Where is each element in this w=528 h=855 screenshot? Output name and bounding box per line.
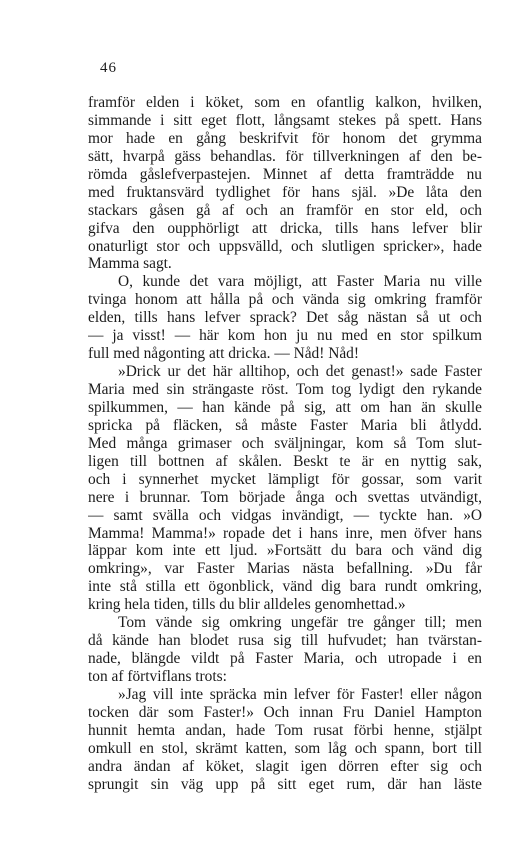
- text-line: då kände han blodet rusa sig till hufvudet; han tvärstan-: [88, 632, 482, 650]
- text-line: ligen till bottnen af skålen. Beskt te är en nyttig sak,: [88, 452, 482, 470]
- text-line: onaturligt stor och uppsvälld, och slutligen spricker», hade: [88, 237, 482, 255]
- text-line: römda gåslefverpastejen. Minnet af detta framträdde nu: [88, 165, 482, 183]
- text-line: andra ändan af köket, slagit igen dörren efter sig och: [88, 757, 482, 775]
- text-line: mor hade en gång beskrifvit för honom det grymma: [88, 129, 482, 147]
- text-line: elden, tills hans lefver sprack? Det såg nästan så ut och: [88, 309, 482, 327]
- text-line: stackars gåsen gå af och an framför en stor eld, och: [88, 201, 482, 219]
- text-line: simmande i sitt eget flott, långsamt stekes på spett. Hans: [88, 111, 482, 129]
- text-line: omkull en stol, skrämt katten, som låg och spann, bort till: [88, 739, 482, 757]
- text-line: nade, blängde vildt på Faster Maria, och utropade i en: [88, 650, 482, 668]
- text-line: spilkummen, — han kände på sig, att om han än skulle: [88, 398, 482, 416]
- text-line: tocken där som Faster!» Och innan Fru Daniel Hampton: [88, 703, 482, 721]
- text-line: hunnit hemta andan, hade Tom rusat förbi henne, stjälpt: [88, 721, 482, 739]
- text-line: läppar kom inte ett ljud. »Fortsätt du bara och vänd dig: [88, 542, 482, 560]
- text-line: med fruktansvärd tydlighet för hans själ. »De låta den: [88, 183, 482, 201]
- text-line: tvinga honom att hålla på och vända sig omkring framför: [88, 291, 482, 309]
- text-line: full med någonting att dricka. — Nåd! Nåd!: [88, 345, 359, 363]
- text-line: kring hela tiden, tills du blir alldeles genomhettad.»: [88, 596, 406, 614]
- text-line: — ja visst! — här kom hon ju nu med en stor spilkum: [88, 327, 482, 345]
- text-line: Maria med sin strängaste röst. Tom tog lydigt den rykande: [88, 381, 482, 398]
- page-number: 46: [100, 60, 117, 76]
- text-line: »Drick ur det här alltihop, och det genast!» sade Faster: [118, 363, 482, 381]
- text-line: framför elden i köket, som en ofantlig kalkon, hvilken,: [88, 94, 482, 111]
- text-line: Med många grimaser och sväljningar, kom så Tom slut-: [88, 434, 482, 452]
- text-line: Tom vände sig omkring ungefär tre gånger till; men: [118, 614, 482, 632]
- text-line: gifva den oupphörligt att dricka, tills hans lefver blir: [88, 219, 482, 237]
- text-line: sätt, hvarpå gäss behandlas. för tillverkningen af den be-: [88, 147, 482, 165]
- text-line: sprungit sin väg upp på sitt eget rum, där han läste: [88, 775, 482, 793]
- text-line: ton af förtviflans trots:: [88, 668, 227, 685]
- text-line: nere i brunnar. Tom började ånga och svettas utvändigt,: [88, 488, 482, 506]
- text-line: »Jag vill inte spräcka min lefver för Faster! eller någon: [118, 685, 482, 703]
- body-text: [88, 94, 482, 794]
- text-line: och i synnerhet mycket lämpligt för gossar, som varit: [88, 470, 482, 488]
- text-line: Mamma sagt.: [88, 255, 172, 273]
- text-line: O, kunde det vara möjligt, att Faster Maria nu ville: [118, 273, 482, 291]
- text-line: inte stå stilla ett ögonblick, vänd dig bara rundt omkring,: [88, 578, 482, 596]
- text-line: — samt svälla och vidgas invändigt, — tyckte han. »O: [88, 506, 482, 524]
- text-line: Mamma! Mamma!» ropade det i hans inre, men öfver hans: [88, 524, 482, 542]
- text-line: spricka på fläcken, så måste Faster Maria bli åtlydd.: [88, 416, 482, 434]
- text-line: omkring», var Faster Marias nästa befallning. »Du får: [88, 560, 482, 578]
